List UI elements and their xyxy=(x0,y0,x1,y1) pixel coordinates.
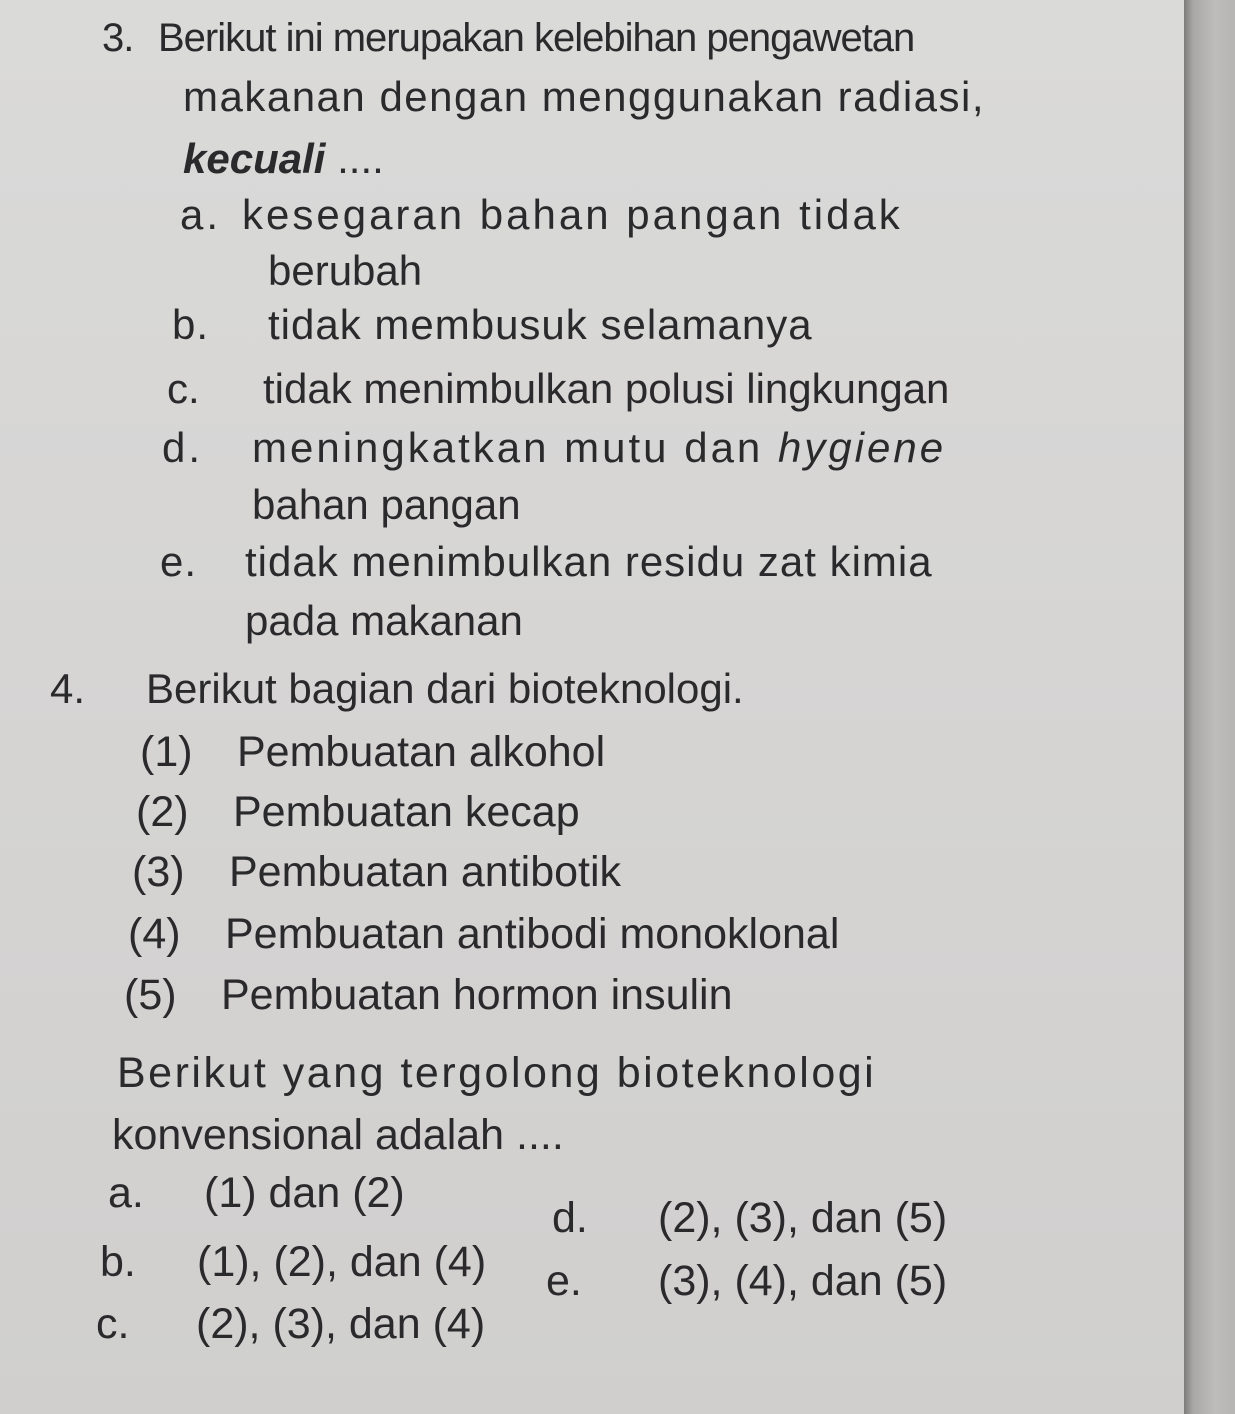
q3-stem-line-1: 3. Berikut ini merupakan kelebihan pengawetan xyxy=(102,13,914,63)
q4-number: 4. xyxy=(50,665,86,712)
q4-item-1: (1) Pembuatan alkohol xyxy=(140,728,606,776)
q4-question-line-1: Berikut yang tergolong bioteknologi xyxy=(117,1049,877,1097)
q4-item-3: (3) Pembuatan antibotik xyxy=(132,848,622,896)
q4-option-e: e. (3), (4), dan (5) xyxy=(546,1257,948,1305)
q3-stem-line-2: makanan dengan menggunakan radiasi, xyxy=(183,73,986,120)
q4-option-c: c. (2), (3), dan (4) xyxy=(96,1300,486,1348)
q3-kecuali: kecuali xyxy=(183,135,326,182)
q3-option-d-cont: bahan pangan xyxy=(252,481,521,528)
q4-item-5: (5) Pembuatan hormon insulin xyxy=(124,971,733,1019)
q4-option-a: a. (1) dan (2) xyxy=(108,1169,405,1217)
q3-option-e: e. tidak menimbulkan residu zat kimia xyxy=(160,538,933,585)
q3-stem-line-3: kecuali .... xyxy=(183,135,384,182)
book-spine-edge xyxy=(1184,0,1235,1414)
q3-option-a: a. kesegaran bahan pangan tidak xyxy=(180,191,903,238)
q4-item-4: (4) Pembuatan antibodi monoklonal xyxy=(128,910,840,958)
q3-option-b: b. tidak membusuk selamanya xyxy=(172,301,813,348)
q3-option-c: c. tidak menimbulkan polusi lingkungan xyxy=(167,365,950,412)
q3-option-a-cont: berubah xyxy=(268,247,423,294)
q3-option-e-cont: pada makanan xyxy=(245,597,523,644)
q4-item-2: (2) Pembuatan kecap xyxy=(136,788,580,836)
q4-option-b: b. (1), (2), dan (4) xyxy=(100,1238,487,1286)
q3-hygiene: hygiene xyxy=(777,424,947,471)
q4-stem: 4. Berikut bagian dari bioteknologi. xyxy=(50,665,744,712)
q4-option-d: d. (2), (3), dan (5) xyxy=(552,1194,948,1242)
q3-option-d: d. meningkatkan mutu dan hygiene xyxy=(162,424,947,471)
q4-question-line-2: konvensional adalah .... xyxy=(112,1111,564,1159)
q3-number: 3. xyxy=(102,16,134,60)
